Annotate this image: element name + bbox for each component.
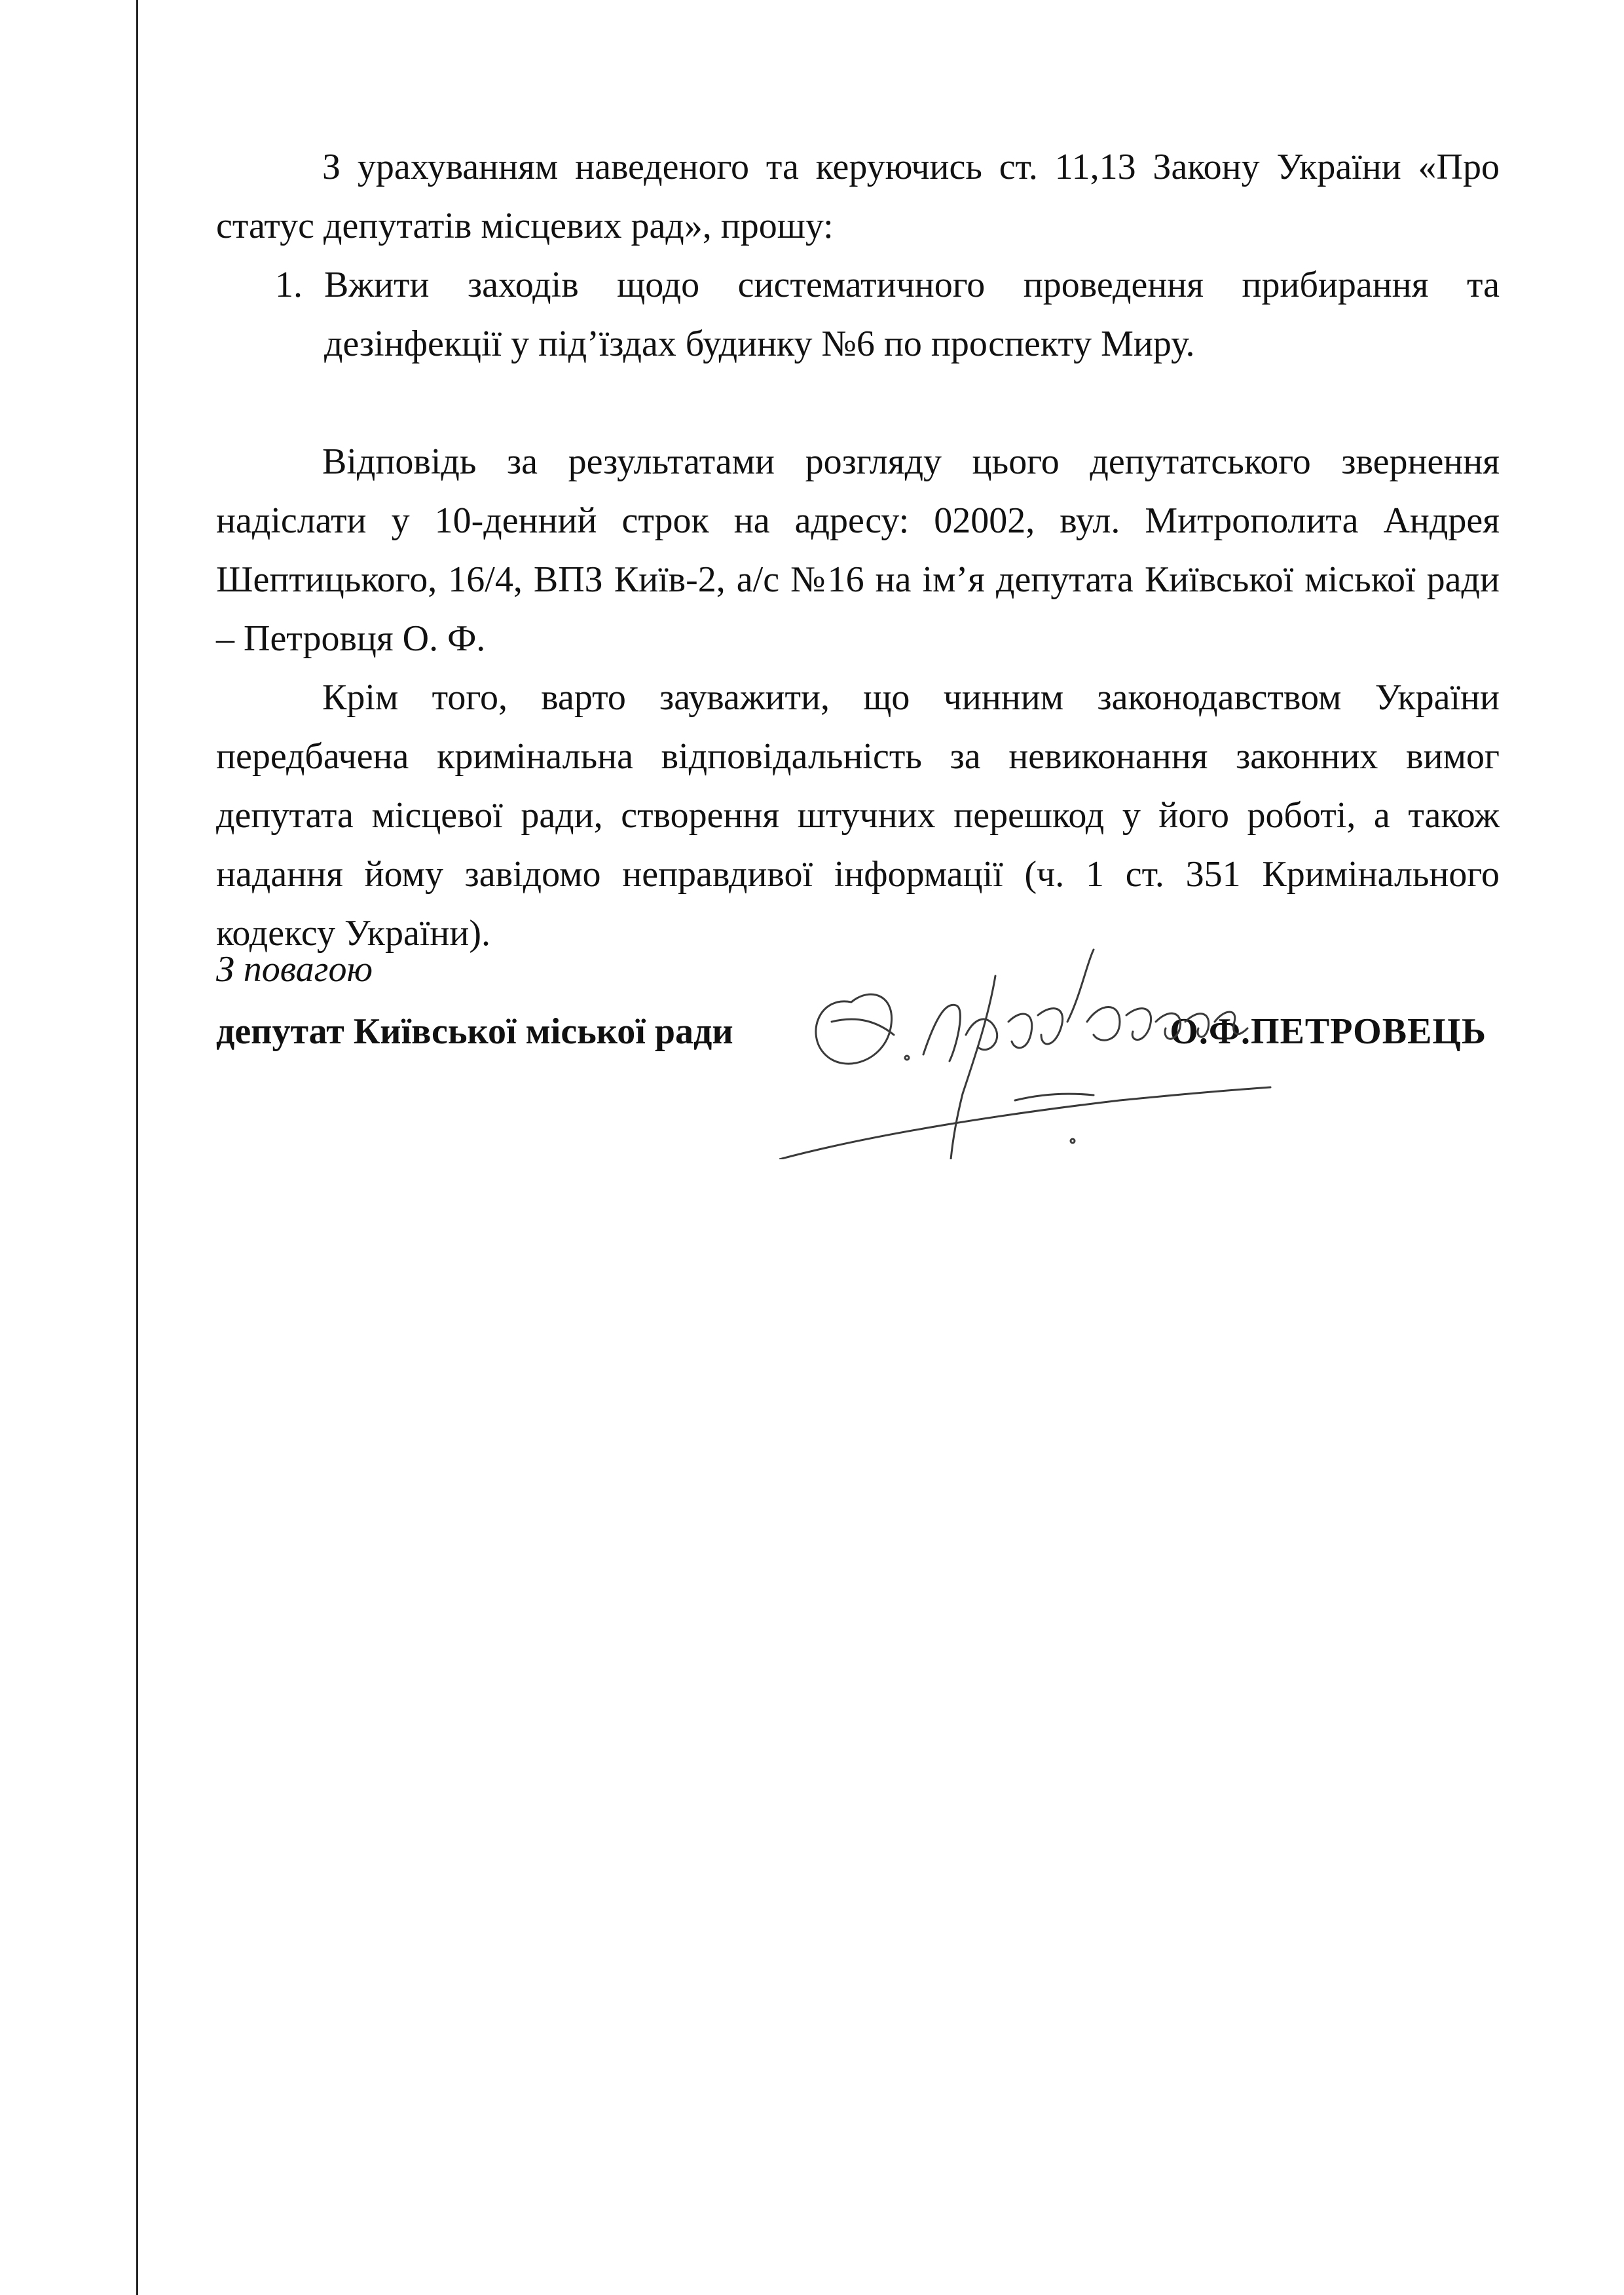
paragraph-request-intro: З урахуванням наведеного та керуючись ст. 11,13 Закону України «Про статус депутатів місцевих рад», прошу: bbox=[216, 147, 1500, 246]
list-item-text: Вжити заходів щодо систематичного проведення прибирання та дезінфекції у під’їздах будинку №6 по проспекту Миру. bbox=[324, 265, 1500, 364]
list-item-number: 1. bbox=[275, 265, 303, 305]
scan-edge-line bbox=[136, 0, 138, 2295]
closing-regards: З повагою bbox=[216, 949, 373, 990]
paragraph-reply-address: Відповідь за результатами розгляду цього депутатського звернення надіслати у 10-денний строк на адресу: 02002, вул. Митрополита Андрея Шептицького, 16/4, ВПЗ Київ-2, а/с №16 на ім’я депутата Київської міської ради – Петровця О. Ф. bbox=[216, 441, 1500, 659]
signature-block bbox=[216, 943, 1500, 1153]
signer-position: депутат Київської міської ради bbox=[216, 1011, 733, 1052]
handwritten-signature bbox=[779, 924, 1369, 1159]
signer-name: О.Ф.ПЕТРОВЕЦЬ bbox=[1170, 1011, 1486, 1052]
request-list bbox=[216, 255, 1500, 373]
list-item bbox=[216, 255, 1500, 373]
spacer bbox=[216, 373, 1500, 432]
paragraph-legal-note: Крім того, варто зауважити, що чинним законодавством України передбачена кримінальна відповідальність за невиконання законних вимог депутата місцевої ради, створення штучних перешкод у його роботі, а також надання йому завідомо неправдивої інформації (ч. 1 ст. 351 Кримінального кодексу України). bbox=[216, 677, 1500, 954]
letter-body bbox=[216, 138, 1500, 963]
